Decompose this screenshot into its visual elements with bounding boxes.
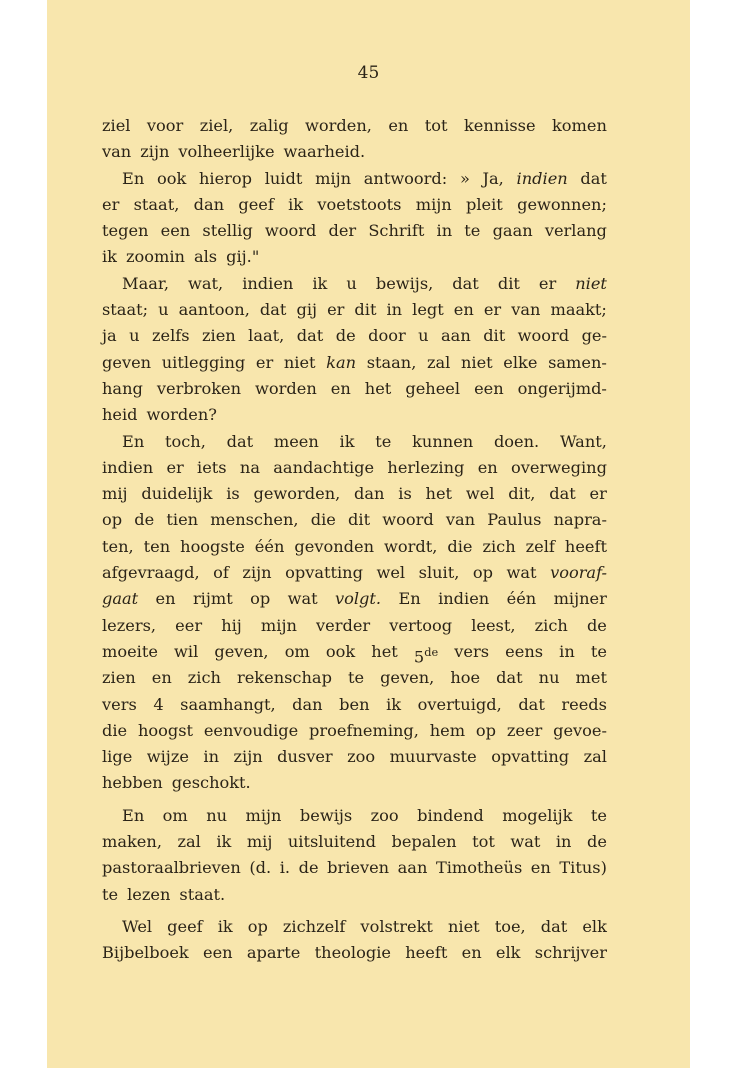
text-line: er staat, dan geef ik voetstoots mijn pleit gewonnen; bbox=[102, 194, 607, 214]
text-line: lige wijze in zijn dusver zoo muurvaste opvatting zal bbox=[102, 747, 607, 767]
text-line: pastoraalbrieven (d. i. de brieven aan Timotheüs en Titus) bbox=[102, 858, 607, 878]
text-line: staat; u aantoon, dat gij er dit in legt en er van maakt; bbox=[102, 300, 607, 320]
text-line: indien er iets na aandachtige herlezing en overweging bbox=[102, 457, 607, 477]
text-line: lezers, eer hij mijn verder vertoog leest, zich de bbox=[102, 615, 607, 635]
text-line: ik zoomin als gij." bbox=[102, 247, 260, 267]
text-line: Maar, wat, indien ik u bewijs, dat dit er niet bbox=[122, 273, 607, 293]
text-line: ten, ten hoogste één gevonden wordt, die zich zelf heeft bbox=[102, 536, 607, 556]
text-line: tegen een stellig woord der Schrift in te gaan verlang bbox=[102, 221, 607, 241]
text-line: afgevraagd, of zijn opvatting wel sluit, op wat vooraf- bbox=[102, 563, 607, 583]
text-line: hebben geschokt. bbox=[102, 773, 251, 793]
text-line: En toch, dat meen ik te kunnen doen. Want, bbox=[122, 431, 607, 451]
text-line: die hoogst eenvoudige proefneming, hem op zeer gevoe- bbox=[102, 720, 607, 740]
text-line: ja u zelfs zien laat, dat de door u aan dit woord ge- bbox=[102, 326, 607, 346]
text-line: Wel geef ik op zichzelf volstrekt niet toe, dat elk bbox=[122, 916, 607, 936]
book-page bbox=[47, 0, 690, 1068]
text-line: En om nu mijn bewijs zoo bindend mogelijk te bbox=[122, 805, 607, 825]
text-line: vers 4 saamhangt, dan ben ik overtuigd, dat reeds bbox=[102, 694, 607, 714]
text-line: te lezen staat. bbox=[102, 884, 226, 904]
text-line: Bijbelboek een aparte theologie heeft en elk schrijver bbox=[102, 943, 607, 963]
page-number: 45 bbox=[357, 63, 380, 83]
text-line: moeite wil geven, om ook het 5de vers eens in te bbox=[102, 641, 607, 667]
text-line: hang verbroken worden en het geheel een ongerijmd- bbox=[102, 378, 607, 398]
text-line: van zijn volheerlijke waarheid. bbox=[102, 142, 366, 162]
text-line: maken, zal ik mij uitsluitend bepalen tot wat in de bbox=[102, 832, 607, 852]
text-line: mij duidelijk is geworden, dan is het wel dit, dat er bbox=[102, 484, 607, 504]
text-line: geven uitlegging er niet kan staan, zal niet elke samen- bbox=[102, 352, 607, 372]
text-line: zien en zich rekenschap te geven, hoe dat nu met bbox=[102, 668, 607, 688]
text-line: gaat en rijmt op wat volgt. En indien één mijner bbox=[102, 589, 607, 609]
text-line: En ook hierop luidt mijn antwoord: » Ja, indien dat bbox=[122, 168, 607, 188]
text-line: op de tien menschen, die dit woord van Paulus napra- bbox=[102, 510, 607, 530]
text-line: ziel voor ziel, zalig worden, en tot kennisse komen bbox=[102, 116, 607, 135]
body-text bbox=[102, 113, 607, 967]
text-line: heid worden? bbox=[102, 405, 217, 425]
